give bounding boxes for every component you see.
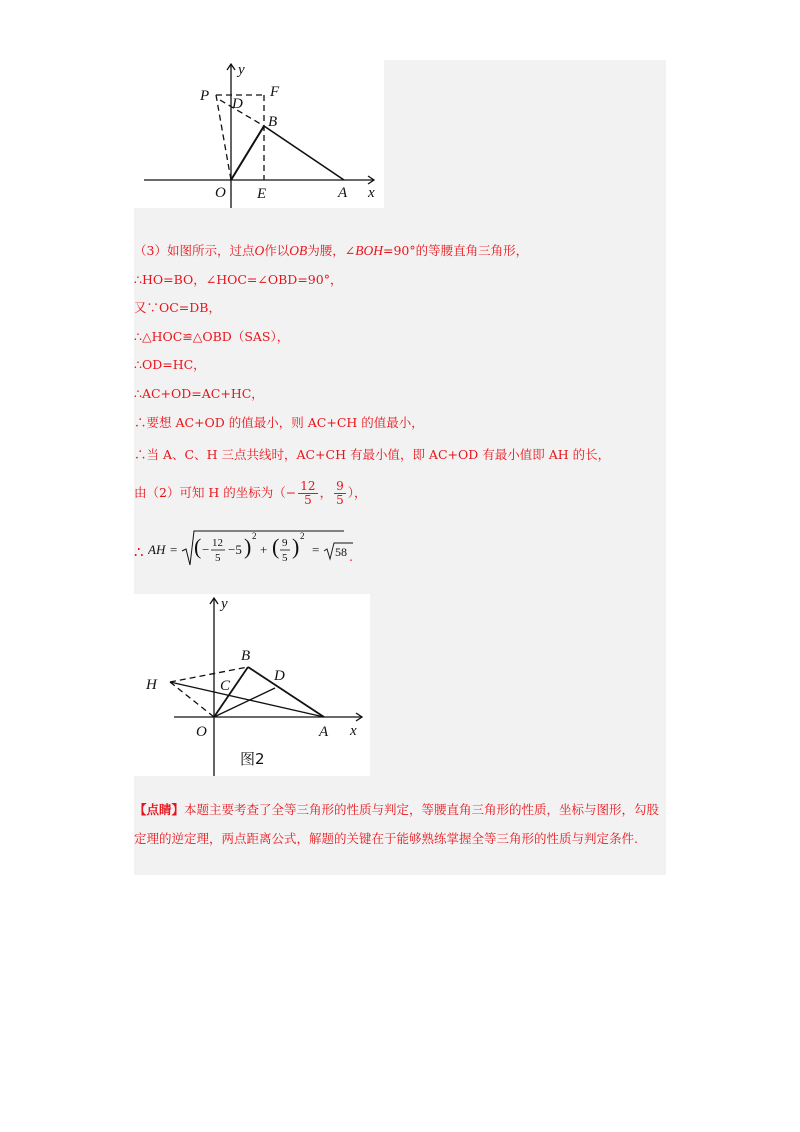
fraction-1: [298, 480, 317, 507]
fig2-label-d: D: [274, 668, 285, 684]
fig2-label-y-axis: y: [221, 596, 228, 612]
solution-line-1-boh: BOH: [355, 243, 383, 258]
svg-text:5: 5: [282, 552, 288, 564]
svg-text:=: =: [312, 542, 320, 557]
svg-text:): ): [244, 534, 252, 559]
svg-text:−: −: [202, 542, 210, 557]
fig1-label-a: A: [338, 185, 348, 201]
svg-text:(: (: [194, 534, 202, 559]
fig1-label-e: E: [257, 186, 267, 202]
fig2-label-o: O: [196, 724, 207, 740]
figure-2-diagram: [134, 594, 370, 776]
solution-line-7: ∴要想 AC+OD 的值最小，则 AC+CH 的值最小，: [134, 415, 424, 430]
fig2-label-h: H: [146, 677, 157, 693]
solution-line-1: [134, 243, 528, 259]
svg-text:2: 2: [300, 531, 305, 541]
fig2-label-x: x: [350, 723, 357, 739]
solution-line-3: 又∵OC=DB，: [134, 300, 221, 315]
fig2-caption: 图2: [240, 750, 265, 768]
solution-line-1-mid: 作以: [264, 243, 290, 258]
summary-paragraph: [134, 795, 662, 853]
svg-text:+: +: [260, 542, 268, 557]
solution-line-8: ∴当 A、C、H 三点共线时，AC+CH 有最小值，即 AC+OD 有最小值即 AH 的长，: [134, 447, 611, 462]
solution-line-1-ob: OB: [289, 243, 308, 258]
svg-text:9: 9: [282, 537, 288, 549]
figure-1: [134, 60, 384, 208]
fig2-label-b: B: [241, 648, 251, 664]
fraction-1-num: 12: [300, 479, 316, 493]
summary-tag: 【点睛】: [134, 802, 185, 817]
fig1-label-f: F: [270, 84, 280, 100]
fraction-2-den: 5: [336, 493, 344, 507]
svg-text:AH: AH: [148, 542, 166, 557]
solution-line-1-mid2: 为腰，∠: [307, 243, 356, 258]
fig2-label-a: A: [319, 724, 329, 740]
solution-line-9-end: ），: [347, 485, 367, 500]
svg-text:(: (: [272, 534, 280, 559]
solution-line-10: [134, 540, 144, 565]
svg-text:5: 5: [215, 552, 221, 564]
figure-1-diagram: [134, 60, 384, 208]
solution-line-1-o: O: [254, 243, 265, 258]
svg-text:12: 12: [212, 537, 223, 549]
fig2-label-c: C: [220, 678, 231, 694]
svg-text:2: 2: [252, 531, 257, 541]
solution-line-1-end: =90°的等腰直角三角形，: [382, 243, 529, 258]
solution-line-1-prefix: （3）如图所示，过点: [134, 243, 255, 258]
svg-text:): ): [292, 534, 300, 559]
fraction-1-den: 5: [304, 493, 312, 507]
formula-period: .: [349, 549, 353, 564]
fig1-label-p: P: [200, 88, 210, 104]
fig1-label-x: x: [368, 185, 375, 201]
svg-text:58: 58: [335, 545, 347, 559]
fraction-2: [334, 480, 346, 507]
solution-line-9: [134, 480, 366, 507]
fig1-label-y: y: [238, 62, 245, 78]
solution-line-4: ∴△HOC≌△OBD（SAS），: [134, 329, 290, 344]
summary-text: 本题主要考查了全等三角形的性质与判定，等腰直角三角形的性质，坐标与图形，勾股定理的逆定理，两点距离公式，解题的关键在于能够熟练掌握全等三角形的性质与判定条件.: [134, 802, 660, 846]
solution-line-5: ∴OD=HC，: [134, 357, 206, 372]
figure-2: [134, 594, 370, 776]
ah-formula: [148, 527, 358, 575]
solution-line-9-sep: ，: [319, 485, 333, 500]
ah-formula-svg: [148, 527, 358, 571]
svg-text:−5: −5: [228, 542, 242, 557]
fig1-label-d: D: [232, 96, 243, 112]
solution-line-2: ∴HO=BO，∠HOC=∠OBD=90°，: [134, 272, 343, 287]
fig1-label-b: B: [268, 114, 278, 130]
svg-text:=: =: [170, 542, 178, 557]
fig1-label-o: O: [215, 185, 226, 201]
therefore-symbol: ∴: [134, 543, 144, 561]
solution-line-9-prefix: 由（2）可知 H 的坐标为（−: [134, 485, 297, 500]
fraction-2-num: 9: [336, 479, 344, 493]
solution-line-6: ∴AC+OD=AC+HC，: [134, 386, 264, 401]
